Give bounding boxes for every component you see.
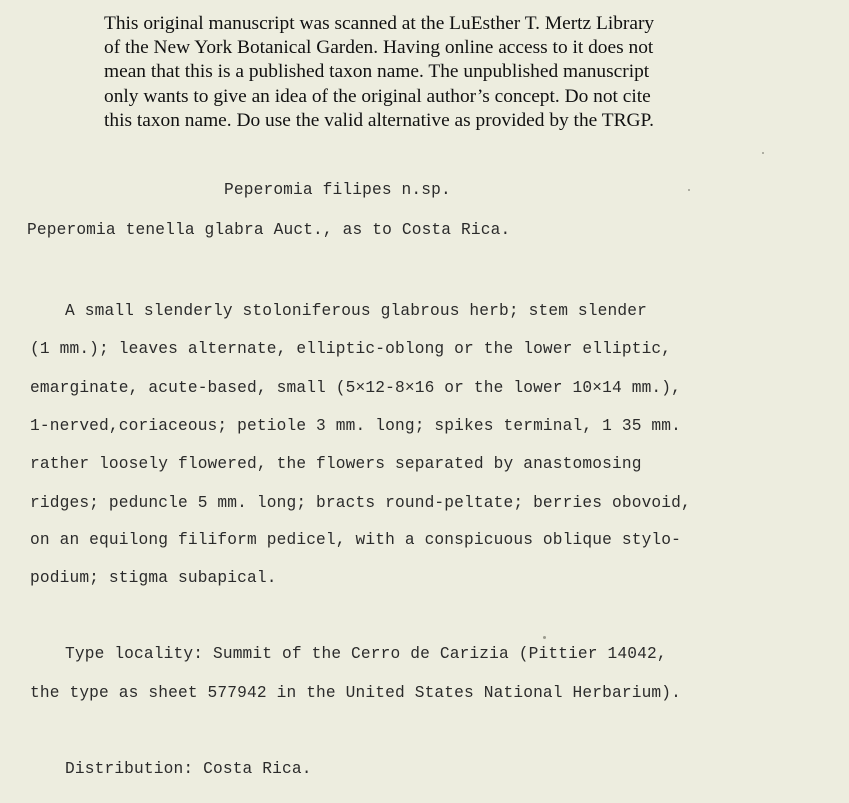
description-line: ridges; peduncle 5 mm. long; bracts round-peltate; berries obovoid, xyxy=(30,494,691,512)
description-line: podium; stigma subapical. xyxy=(30,569,277,587)
description-line: 1-nerved,coriaceous; petiole 3 mm. long; spikes terminal, 1 35 mm. xyxy=(30,417,682,435)
description-line: emarginate, acute-based, small (5×12-8×16 or the lower 10×14 mm.), xyxy=(30,379,682,397)
notice-line: only wants to give an idea of the original author’s concept. Do not cite xyxy=(104,85,651,107)
distribution-line: Distribution: Costa Rica. xyxy=(65,760,312,778)
synonym-line: Peperomia tenella glabra Auct., as to Costa Rica. xyxy=(27,221,511,239)
paper-speck xyxy=(688,189,690,191)
description-line: rather loosely flowered, the flowers separated by anastomosing xyxy=(30,455,642,473)
species-title: Peperomia filipes n.sp. xyxy=(224,181,451,199)
notice-line: This original manuscript was scanned at the LuEsther T. Mertz Library xyxy=(104,13,655,34)
description-line: (1 mm.); leaves alternate, elliptic-oblong or the lower elliptic, xyxy=(30,340,672,358)
type-locality-line: Type locality: Summit of the Cerro de Carizia (Pittier 14042, xyxy=(65,645,667,663)
digitization-notice xyxy=(104,12,744,133)
paper-speck xyxy=(543,636,546,639)
notice-line: this taxon name. Do use the valid alternative as provided by the TRGP. xyxy=(104,109,655,131)
notice-line: mean that this is a published taxon name. The unpublished manuscript xyxy=(104,61,650,83)
notice-line: of the New York Botanical Garden. Having online access to it does not xyxy=(104,37,654,59)
type-locality-line: the type as sheet 577942 in the United States National Herbarium). xyxy=(30,684,682,702)
description-line: A small slenderly stoloniferous glabrous herb; stem slender xyxy=(65,302,647,320)
description-line: on an equilong filiform pedicel, with a conspicuous oblique stylo- xyxy=(30,531,682,549)
paper-speck xyxy=(762,152,764,154)
